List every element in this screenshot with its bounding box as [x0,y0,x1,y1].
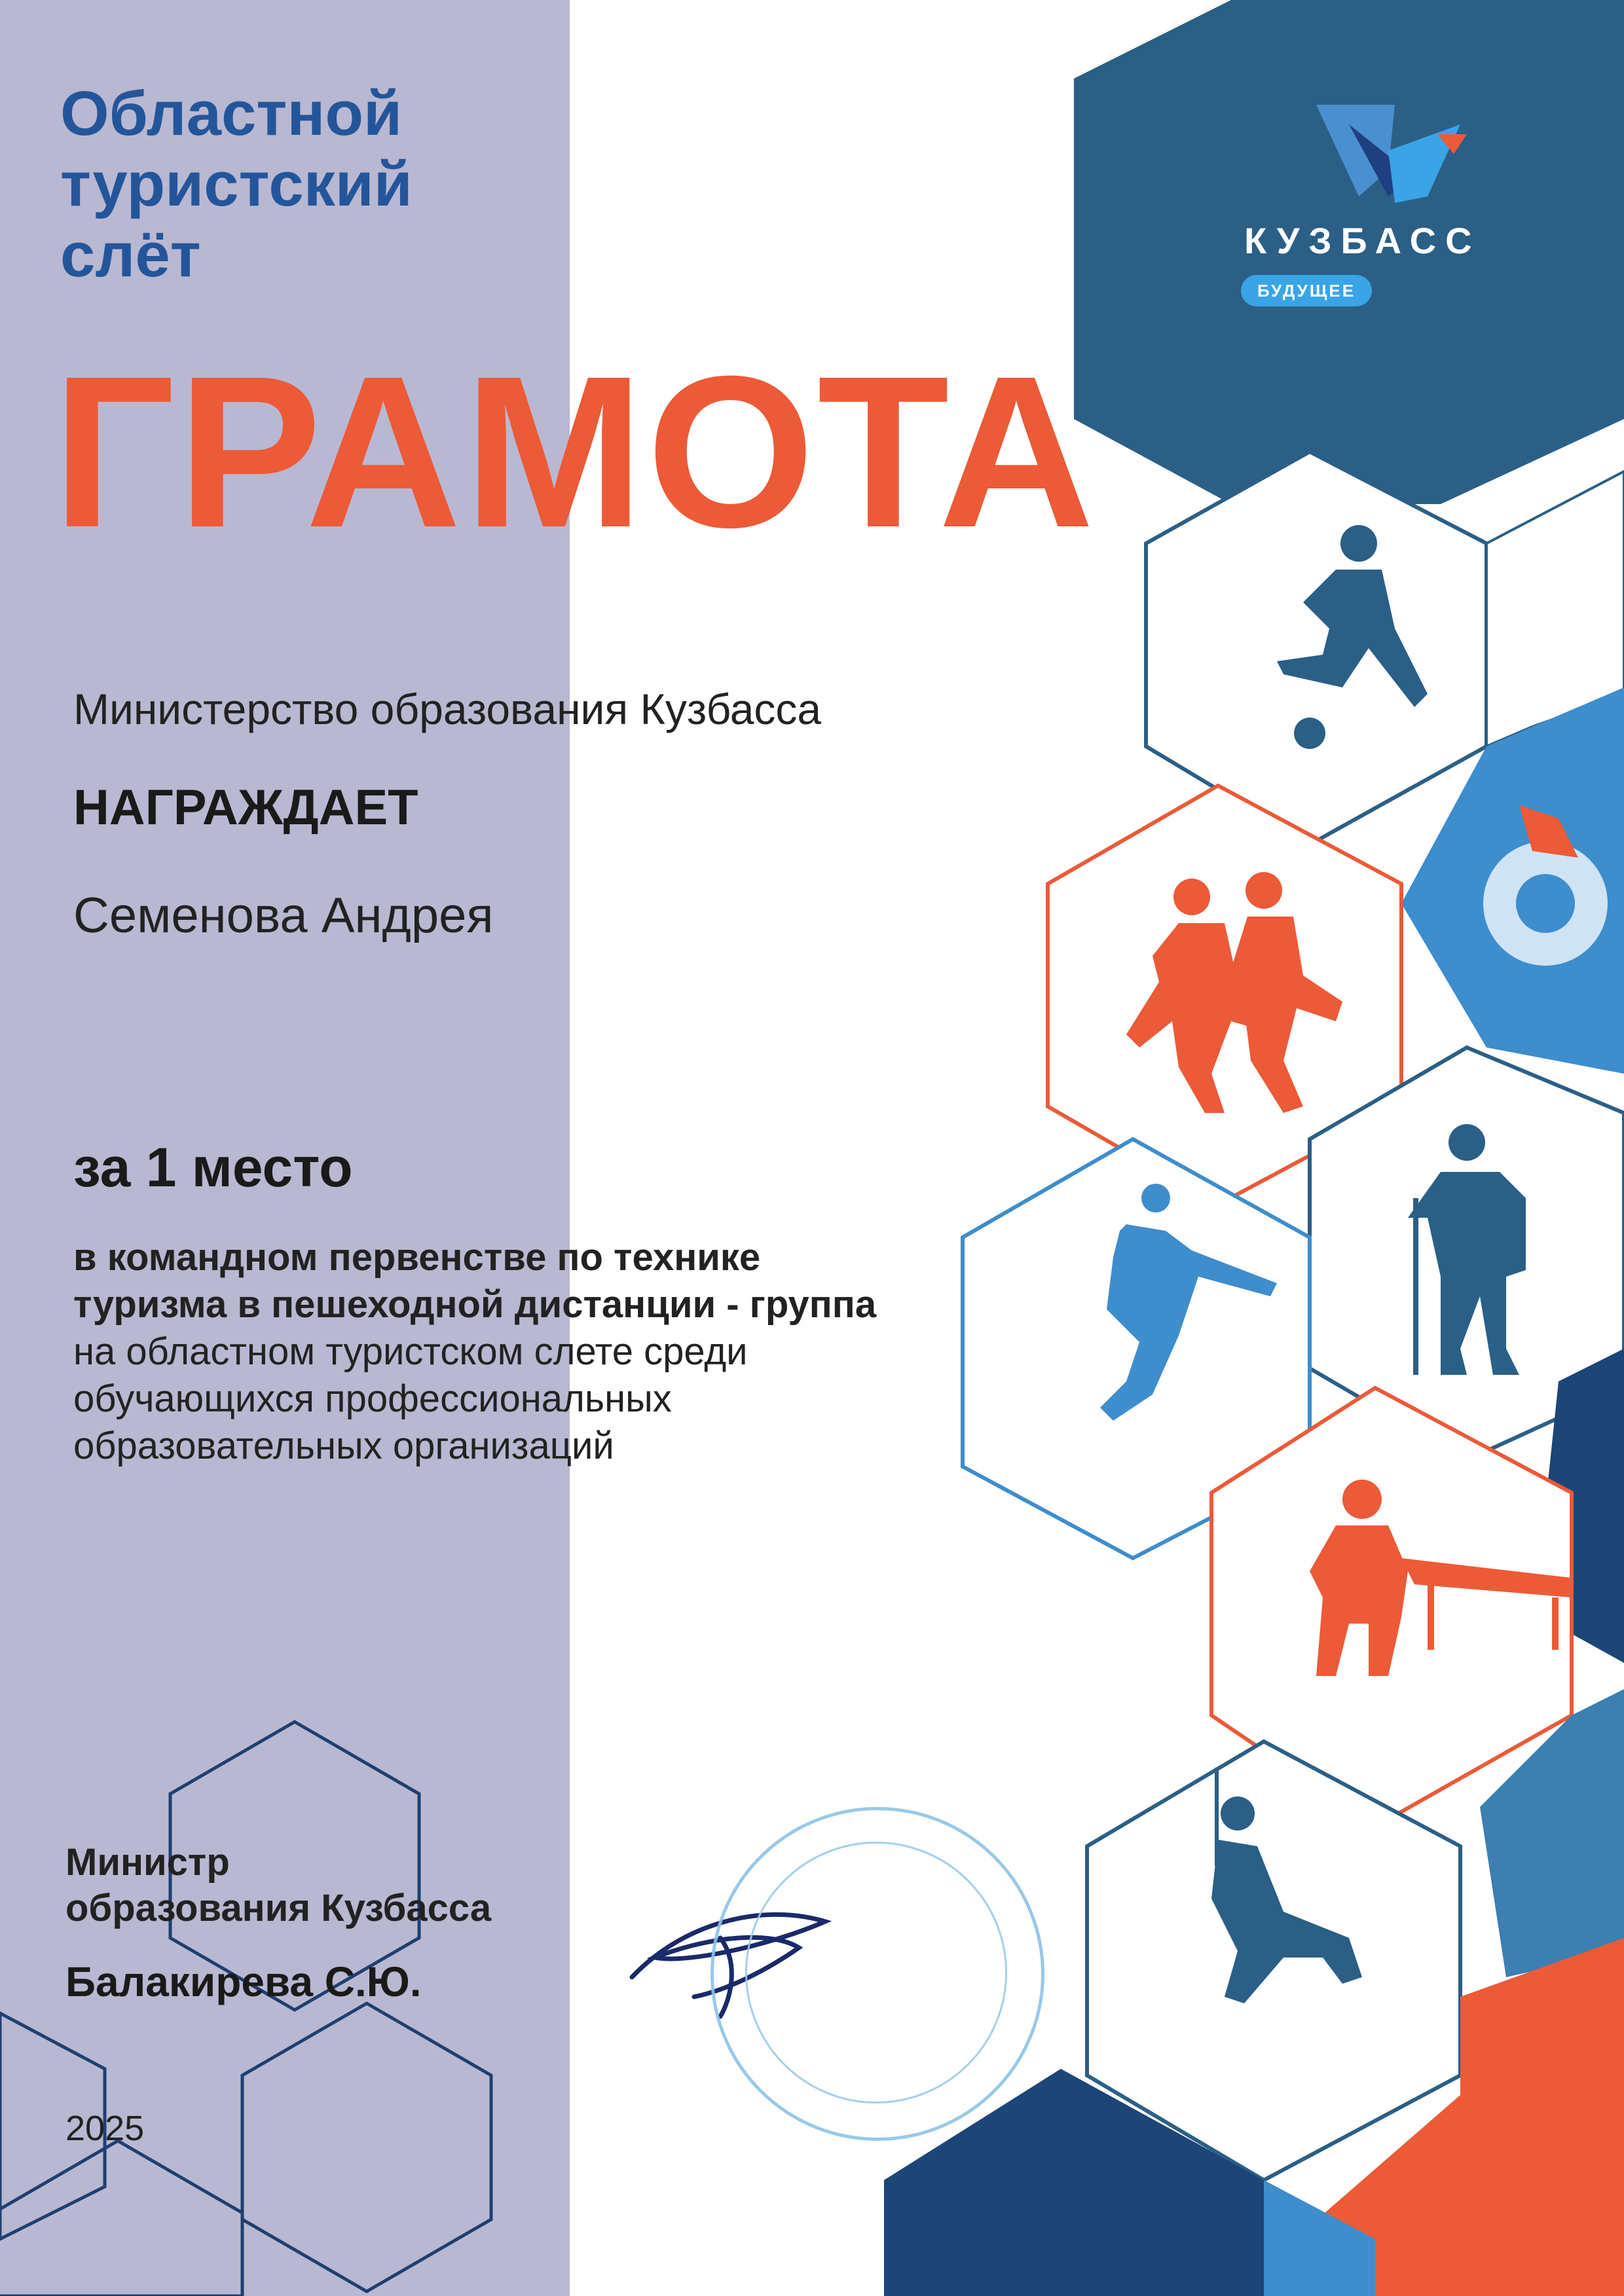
issuer-line: Министерство образования Кузбасса [73,685,822,733]
reason-line: на областном туристском слете среди [73,1330,748,1373]
reason-line: в командном первенстве по технике [73,1236,761,1279]
logo-name: КУЗБАСС [1244,220,1481,261]
official-stamp-icon [710,1807,1044,2141]
outline-hexagon [242,2003,491,2291]
signer-title: Министр образования Кузбасса [65,1841,492,1929]
logo-tagline: БУДУЩЕЕ [1241,275,1372,306]
award-verb: НАГРАЖДАЕТ [73,780,418,835]
signer-name: Балакирева С.Ю. [65,1958,422,2005]
year: 2025 [65,2109,145,2148]
outline-hexagon [0,2141,242,2296]
event-title: Областной туристский слёт [60,79,413,290]
recipient-name: Семенова Андрея [73,888,494,943]
award-place: за 1 место [73,1137,353,1198]
document-type-heading: ГРАМОТА [52,331,1098,572]
award-reason [73,1234,876,1470]
reason-line: образовательных организаций [73,1425,614,1467]
reason-line: туризма в пешеходной дистанции - группа [73,1283,877,1326]
hexagon-frame [1146,452,1486,845]
reason-line: обучающихся профессиональных [73,1377,672,1420]
